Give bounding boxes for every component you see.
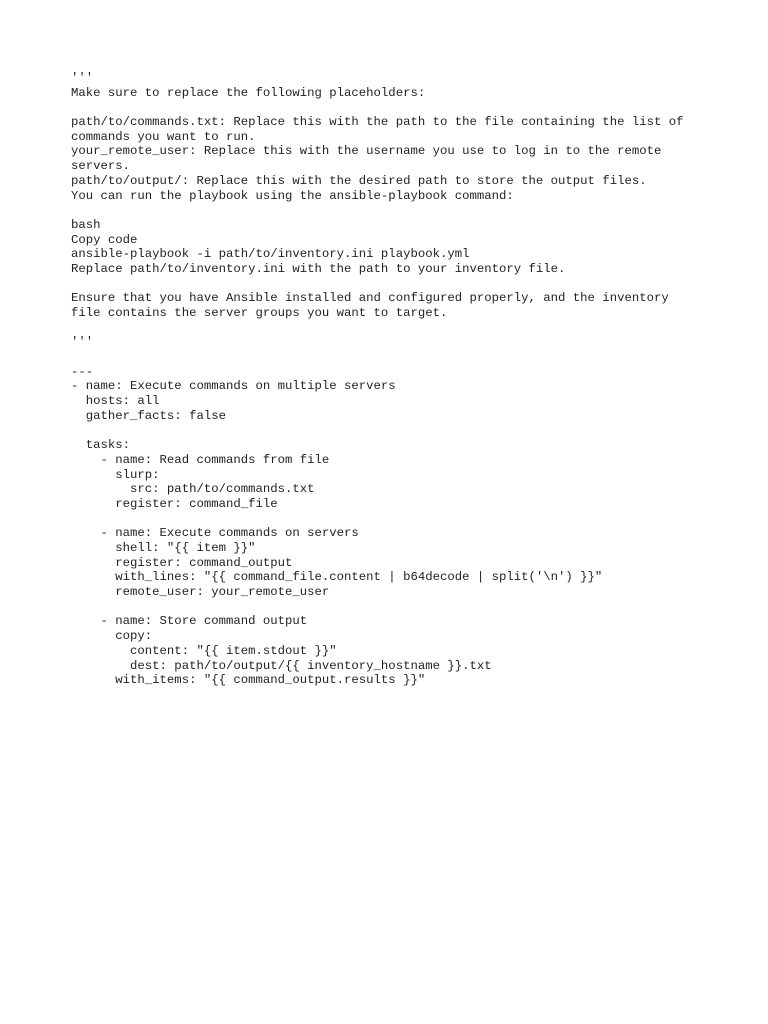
text-line: with_items: "{{ command_output.results }}" — [71, 673, 426, 688]
text-line: shell: "{{ item }}" — [71, 541, 256, 555]
text-line: Replace path/to/inventory.ini with the path to your inventory file. — [71, 261, 566, 276]
text-line — [71, 600, 731, 615]
text-line: gather_facts: false — [71, 408, 226, 423]
text-line — [71, 203, 731, 218]
document-body — [71, 71, 731, 688]
text-line — [71, 350, 731, 365]
text-line — [71, 321, 731, 336]
text-line: hosts: all — [71, 394, 160, 409]
text-line: Make sure to replace the following placeholders: — [71, 85, 426, 100]
text-line: Copy code — [71, 232, 138, 247]
text-line: path/to/commands.txt: Replace this with the path to the file containing the list of — [71, 115, 684, 130]
text-line: register: command_file — [71, 496, 278, 511]
text-line: ''' — [71, 71, 94, 85]
text-line: with_lines: "{{ command_file.content | b64decode | split('\n') }}" — [71, 570, 603, 585]
text-line: src: path/to/commands.txt — [71, 482, 315, 497]
text-line: slurp: — [71, 467, 160, 482]
text-line: path/to/output/: Replace this with the desired path to store the output files. — [71, 173, 647, 188]
text-line: - name: Execute commands on multiple servers — [71, 379, 396, 394]
text-line: - name: Store command output — [71, 614, 308, 629]
text-line: remote_user: your_remote_user — [71, 585, 330, 600]
text-line — [71, 424, 731, 439]
text-line: You can run the playbook using the ansible-playbook command: — [71, 188, 514, 203]
text-line — [71, 277, 731, 292]
text-line: bash — [71, 217, 101, 232]
text-line: dest: path/to/output/{{ inventory_hostname }}.txt — [71, 658, 492, 673]
text-line: commands you want to run. — [71, 129, 256, 144]
text-line: Ensure that you have Ansible installed and configured properly, and the inventory — [71, 291, 669, 306]
text-line — [71, 512, 731, 527]
text-line: copy: — [71, 629, 153, 644]
text-line: file contains the server groups you want to target. — [71, 306, 448, 320]
text-line: your_remote_user: Replace this with the username you use to log in to the remote — [71, 144, 662, 159]
text-line: ansible-playbook -i path/to/inventory.ini playbook.yml — [71, 247, 470, 262]
text-line — [71, 100, 731, 115]
text-line: ''' — [71, 335, 94, 350]
text-line: servers. — [71, 159, 131, 174]
text-line: - name: Execute commands on servers — [71, 526, 359, 541]
text-line: - name: Read commands from file — [71, 452, 330, 467]
text-line: register: command_output — [71, 555, 293, 570]
text-line: content: "{{ item.stdout }}" — [71, 643, 337, 658]
text-line: --- — [71, 364, 94, 379]
text-line: tasks: — [71, 438, 131, 453]
